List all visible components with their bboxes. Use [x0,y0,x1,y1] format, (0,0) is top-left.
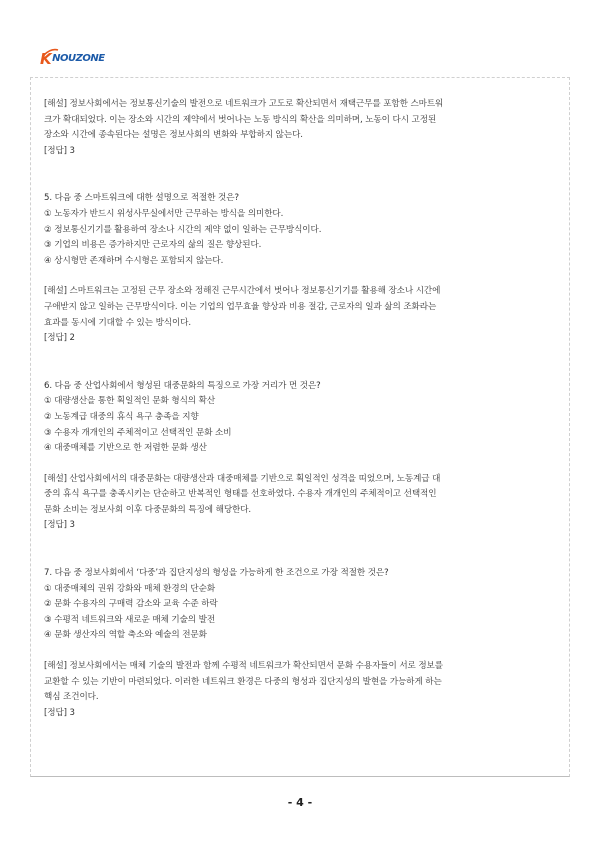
explanation-line: 핵심 조건이다. [44,692,99,703]
option-2: ② 문화 수용자의 구매력 감소와 교육 수준 하락 [44,599,218,610]
explanation-line: 크가 확대되었다. 이는 장소와 시간의 제약에서 벗어나는 노동 방식의 확산을 의미하며, 노동이 다시 고정된 [44,114,437,125]
option-1: ① 대량생산을 통한 획일적인 문화 형식의 확산 [44,396,216,407]
question-block-7 [44,566,560,721]
question-block-5 [44,191,560,346]
explanation-line: [해설] 정보사회에서는 정보통신기술의 발전으로 네트워크가 고도로 확산되면서 재택근무를 포함한 스마트워 [44,99,444,109]
logo-letter-k: K [40,50,52,68]
option-2: ② 노동계급 대중의 휴식 욕구 충족을 지향 [44,411,199,422]
question-stem: 7. 다음 중 정보사회에서 ‘다중’과 집단지성의 형성을 가능하게 한 조건으로 가장 적절한 것은? [44,568,389,579]
option-4: ④ 상시형만 존재하며 수시형은 포함되지 않는다. [44,255,224,266]
explanation-line: 교환할 수 있는 기반이 마련되었다. 이러한 네트워크 환경은 다중의 형성과 집단지성의 발현을 가능하게 하는 [44,676,442,687]
question-stem: 6. 다음 중 산업사회에서 형성된 대중문화의 특징으로 가장 거리가 먼 것은? [44,380,321,391]
question-block-6 [44,379,560,534]
option-3: ③ 기업의 비용은 증가하지만 근로자의 삶의 질은 향상된다. [44,240,262,251]
explanation-line: [해설] 스마트워크는 고정된 근무 장소와 정해진 근무시간에서 벗어나 정보통신기기를 활용해 장소나 시간에 [44,286,441,297]
option-1: ① 대중매체의 권위 강화와 매체 환경의 단순화 [44,583,216,594]
document-content [44,97,560,721]
answer-line: [정답] 3 [44,707,75,718]
option-3: ③ 수용자 개개인의 주체적이고 선택적인 문화 소비 [44,427,232,438]
answer-line: [정답] 3 [44,145,75,156]
explanation-line: 효과를 동시에 기대할 수 있는 방식이다. [44,317,192,328]
explanation-line: 중의 휴식 욕구를 충족시키는 단순하고 반복적인 형태를 선호하였다. 수용자 개개인의 주체적이고 선택적인 [44,489,437,500]
explanation-line: 구애받지 않고 일하는 근무방식이다. 이는 기업의 업무효율 향상과 비용 절감, 근로자의 일과 삶의 조화라는 [44,301,437,312]
explanation-line: [해설] 산업사회에서의 대중문화는 대량생산과 대중매체를 기반으로 획일적인 성격을 띠었으며, 노동계급 대 [44,473,441,484]
explanation-line: 문화 소비는 정보사회 이후 다중문화의 특징에 해당한다. [44,504,252,515]
question-stem: 5. 다음 중 스마트워크에 대한 설명으로 적절한 것은? [44,193,239,204]
answer-line: [정답] 3 [44,520,75,531]
page-number: - 4 - [287,796,313,809]
option-2: ② 정보통신기기를 활용하여 장소나 시간의 제약 없이 일하는 근무방식이다. [44,224,322,235]
option-4: ④ 문화 생산자의 역할 축소와 예술의 전문화 [44,630,207,641]
option-1: ① 노동자가 반드시 위성사무실에서만 근무하는 방식을 의미한다. [44,208,284,219]
logo-swoosh-icon [43,48,59,56]
option-3: ③ 수평적 네트워크와 새로운 매체 기술의 발전 [44,614,216,625]
explanation-line: [해설] 정보사회에서는 매체 기술의 발전과 함께 수평적 네트워크가 확산되면서 문화 수용자들이 서로 정보를 [44,661,443,672]
logo-wordmark: NOUZONE [52,53,105,64]
option-4: ④ 대중매체를 기반으로 한 저렴한 문화 생산 [44,443,207,454]
answer-line: [정답] 2 [44,333,75,344]
explanation-line: 장소와 시간에 종속된다는 설명은 정보사회의 변화와 부합하지 않는다. [44,130,303,141]
knouzone-logo [40,51,105,67]
explanation-block [44,97,560,159]
